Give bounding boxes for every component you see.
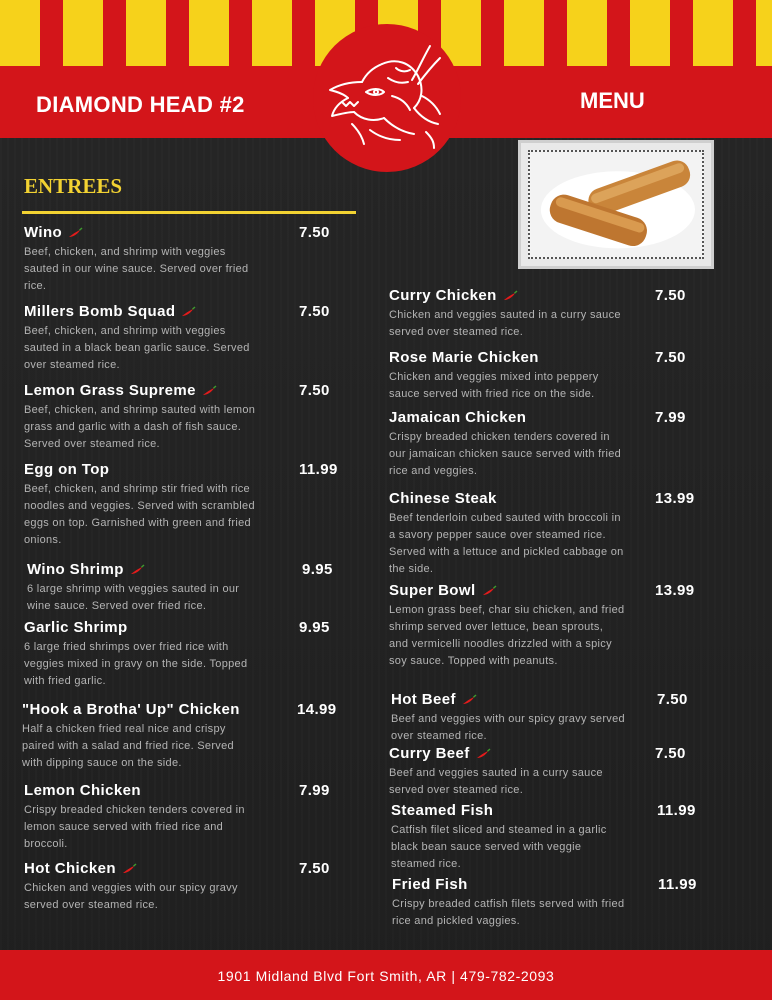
menu-item-price: 13.99	[655, 582, 695, 599]
menu-item-description: Beef and veggies with our spicy gravy served over steamed rice.	[391, 713, 625, 742]
menu-item-description: Catfish filet sliced and steamed in a garlic black bean sauce served with veggie steamed rice.	[391, 824, 607, 870]
menu-item-name	[389, 287, 518, 304]
menu-item-name-text: Steamed Fish	[391, 802, 494, 819]
menu-item-price: 9.95	[299, 619, 330, 636]
menu-item-name-text: Wino Shrimp	[27, 561, 124, 578]
menu-item	[22, 701, 337, 772]
menu-item-name-text: Lemon Grass Supreme	[24, 382, 196, 399]
menu-item-name	[24, 303, 196, 320]
dragon-head-icon	[322, 38, 450, 150]
menu-item-name-text: Hot Chicken	[24, 860, 116, 877]
menu-item-name-text: Wino	[24, 224, 63, 241]
menu-item	[24, 303, 330, 374]
menu-item	[24, 461, 338, 549]
menu-item-name	[24, 461, 109, 478]
menu-item	[391, 802, 696, 873]
menu-item-name-text: "Hook a Brotha' Up" Chicken	[22, 701, 240, 718]
menu-item-name-text: Chinese Steak	[389, 490, 497, 507]
menu-item-name-text: Jamaican Chicken	[389, 409, 527, 426]
menu-item-price: 7.50	[655, 349, 686, 366]
menu-item-name-text: Rose Marie Chicken	[389, 349, 539, 366]
menu-item-price: 7.50	[299, 860, 330, 877]
menu-item-name	[24, 619, 128, 636]
chili-pepper-icon	[121, 863, 137, 875]
menu-item-price: 7.50	[299, 303, 330, 320]
menu-item-description: Half a chicken fried real nice and crispy paired with a salad and fried rice. Served with dipping sauce on the side.	[22, 723, 234, 769]
menu-item	[24, 619, 330, 690]
menu-item-name	[392, 876, 468, 893]
menu-item-name-text: Egg on Top	[24, 461, 110, 478]
section-heading: ENTREES	[24, 174, 123, 198]
chili-pepper-icon	[129, 564, 145, 576]
chili-pepper-icon	[461, 694, 477, 706]
menu-item-price: 11.99	[657, 802, 696, 819]
menu-item-price: 7.50	[655, 745, 686, 762]
menu-item-description: Crispy breaded chicken tenders covered in our jamaican chicken sauce served with fried rice and veggies.	[389, 431, 622, 477]
menu-item-name	[24, 860, 137, 877]
menu-item-description: 6 large shrimp with veggies sauted in our wine sauce. Served over fried rice.	[27, 583, 240, 612]
menu-item-description: Crispy breaded chicken tenders covered in lemon sauce served with fried rice and broccoli.	[24, 804, 245, 850]
menu-item-description: Chicken and veggies mixed into peppery sauce served with fried rice on the side.	[389, 371, 599, 400]
menu-item	[24, 382, 330, 453]
menu-item-price: 9.95	[302, 561, 333, 578]
menu-item-price: 7.50	[655, 287, 686, 304]
menu-item-name-text: Super Bowl	[389, 582, 476, 599]
menu-item-price: 11.99	[299, 461, 338, 478]
footer-bar	[0, 950, 772, 1000]
menu-item-name	[24, 782, 141, 799]
footer-address: 1901 Midland Blvd Fort Smith, AR | 479-782-2093	[217, 968, 555, 984]
chili-pepper-icon	[201, 385, 217, 397]
menu-item	[24, 224, 330, 295]
menu-item-name	[24, 382, 217, 399]
chili-pepper-icon	[502, 290, 518, 302]
menu-item-description: Chicken and veggies with our spicy gravy served over steamed rice.	[24, 882, 238, 911]
menu-item	[389, 287, 686, 341]
menu-item-price: 14.99	[297, 701, 337, 718]
menu-item	[389, 745, 686, 799]
menu-item-description: Chicken and veggies sauted in a curry sauce served over steamed rice.	[389, 309, 621, 338]
egg-rolls-image	[530, 152, 702, 257]
chili-pepper-icon	[180, 306, 196, 318]
menu-item-name	[389, 409, 526, 426]
menu-item-description: Beef and veggies sauted in a curry sauce served over steamed rice.	[389, 767, 603, 796]
menu-item-name-text: Fried Fish	[392, 876, 468, 893]
menu-item-name-text: Curry Chicken	[389, 287, 497, 304]
menu-item-name-text: Millers Bomb Squad	[24, 303, 176, 320]
menu-item	[389, 582, 695, 670]
menu-item-price: 11.99	[658, 876, 697, 893]
menu-item-name-text: Lemon Chicken	[24, 782, 141, 799]
menu-title: MENU	[580, 88, 645, 113]
menu-item-price: 7.50	[299, 382, 330, 399]
food-photo	[518, 140, 714, 269]
menu-item-price: 7.99	[655, 409, 686, 426]
menu-item-name	[391, 691, 477, 708]
menu-item-description: Beef tenderloin cubed sauted with broccoli in a savory pepper sauce over steamed rice. Served with a lettuce and pickled cabbage on the side.	[389, 512, 624, 575]
menu-item-description: Beef, chicken, and shrimp sauted with lemon grass and garlic with a dash of fish sauce. Served over steamed rice.	[24, 404, 256, 450]
menu-item-name	[27, 561, 145, 578]
menu-item-name	[391, 802, 493, 819]
menu-item-description: Lemon grass beef, char siu chicken, and fried shrimp served over lettuce, bean sprouts, and vermicelli noodles drizzled with a spicy soy sauce. Topped with peanuts.	[389, 604, 625, 667]
menu-item	[389, 490, 695, 578]
menu-item	[27, 561, 333, 615]
restaurant-name: DIAMOND HEAD #2	[36, 92, 245, 117]
menu-item-description: Crispy breaded catfish filets served with fried rice and pickled vaggies.	[392, 898, 625, 927]
chili-pepper-icon	[481, 585, 497, 597]
menu-item-name	[22, 701, 240, 718]
menu-item-price: 13.99	[655, 490, 695, 507]
menu-item-name	[389, 582, 497, 599]
menu-item	[391, 691, 688, 745]
menu-item-description: Beef, chicken, and shrimp with veggies sauted in our wine sauce. Served over fried rice.	[24, 246, 249, 292]
menu-item-description: Beef, chicken, and shrimp stir fried with rice noodles and veggies. Served with scrambled eggs on top. Garnished with green and fried onions.	[24, 483, 255, 546]
menu-item-name	[389, 745, 491, 762]
menu-item-name-text: Garlic Shrimp	[24, 619, 128, 636]
menu-item	[24, 860, 330, 914]
menu-item	[389, 409, 686, 480]
menu-item-name	[389, 349, 539, 366]
menu-item-description: Beef, chicken, and shrimp with veggies sauted in a black bean garlic sauce. Served over steamed rice.	[24, 325, 250, 371]
menu-item	[24, 782, 330, 853]
section-divider	[22, 211, 356, 214]
chili-pepper-icon	[67, 227, 83, 239]
menu-item-price: 7.50	[657, 691, 688, 708]
menu-item-description: 6 large fried shrimps over fried rice with veggies mixed in gravy on the side. Topped with fried garlic.	[24, 641, 248, 687]
menu-item-name	[389, 490, 497, 507]
menu-item-name-text: Curry Beef	[389, 745, 470, 762]
menu-item-price: 7.50	[299, 224, 330, 241]
menu-item-price: 7.99	[299, 782, 330, 799]
menu-item-name	[24, 224, 83, 241]
menu-item	[389, 349, 686, 403]
chili-pepper-icon	[475, 748, 491, 760]
menu-item-name-text: Hot Beef	[391, 691, 456, 708]
menu-item	[392, 876, 697, 930]
